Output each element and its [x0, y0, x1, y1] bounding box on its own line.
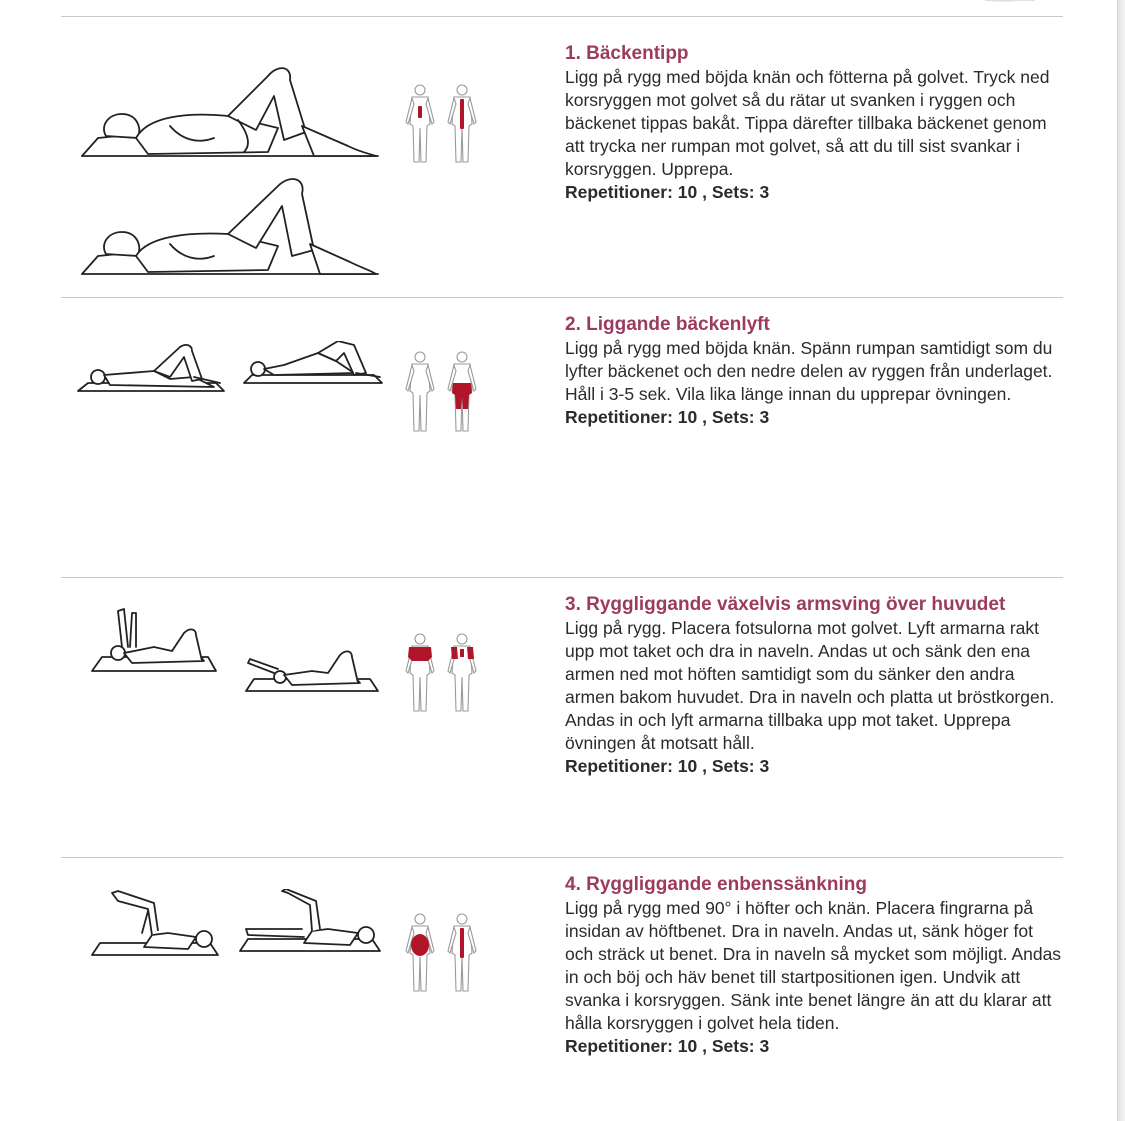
- divider-3: [61, 857, 1063, 858]
- exercise-title: 1. Bäckentipp: [565, 43, 689, 64]
- exercise-3-muscle-map: [400, 633, 485, 713]
- body-back-icon: [448, 634, 476, 711]
- exercise-2-muscle-map: [400, 351, 485, 433]
- exercise-3-illustration: [88, 607, 382, 699]
- exercise-reps: Repetitioner: 10 , Sets: 3: [565, 1036, 770, 1056]
- person-lying-knees-bent-icon: [82, 68, 378, 274]
- exercise-4-muscle-map: [400, 913, 485, 993]
- person-leg-lowering-icon: [92, 889, 380, 955]
- exercise-title: 4. Ryggliggande enbenssänkning: [565, 874, 867, 895]
- divider-2: [61, 577, 1063, 578]
- body-front-icon: [406, 85, 434, 162]
- divider-1: [61, 297, 1063, 298]
- exercise-description: Ligg på rygg med böjda knän och fötterna på golvet. Tryck ned korsryggen mot golvet så du rätar ut svanken i ryggen och bäckenet tippas bakåt. Tippa därefter tillbaka bäckenet genom att trycka ner rumpan mot golvet, så att du till sist svankar i korsryggen. Upprepa.: [565, 67, 1050, 179]
- exercise-1-illustration: [78, 56, 383, 281]
- top-corner-mark: [985, 0, 1035, 3]
- person-pelvic-lift-icon: [78, 341, 382, 391]
- exercise-title: 2. Liggande bäckenlyft: [565, 314, 770, 335]
- exercise-description: Ligg på rygg. Placera fotsulorna mot golvet. Lyft armarna rakt upp mot taket och dra in naveln. Andas ut och sänk den ena armen ned mot höften samtidigt som du sänker den andra armen bakom huvudet. Dra in naveln och platta ut bröstkorgen. Andas in och lyft armarna tillbaka upp mot taket. Upprepa övningen åt motsatt håll.: [565, 618, 1055, 753]
- person-arm-swing-icon: [92, 609, 378, 691]
- exercise-2-illustration: [74, 341, 386, 413]
- body-front-icon: [406, 914, 434, 991]
- exercise-4-illustration: [88, 889, 384, 961]
- exercise-description: Ligg på rygg med 90° i höfter och knän. Placera fingrarna på insidan av höftbenet. Dra in naveln. Andas ut, sänk höger fot och sträck ut benet. Dra in naveln så mycket som möjligt. Andas in och böj och häv benet till startpositionen igen. Undvik att svanka i korsryggen. Sänk inte benet längre än att du klarar att hålla korsryggen i golvet hela tiden.: [565, 898, 1062, 1033]
- body-back-icon: [448, 352, 476, 431]
- exercise-1-muscle-map: [400, 84, 485, 164]
- body-front-icon: [406, 352, 434, 431]
- divider-top: [61, 16, 1063, 17]
- body-back-icon: [448, 914, 476, 991]
- exercise-reps: Repetitioner: 10 , Sets: 3: [565, 756, 770, 776]
- page-edge-shadow: [1118, 0, 1125, 1121]
- exercise-description: Ligg på rygg med böjda knän. Spänn rumpan samtidigt som du lyfter bäckenet och den nedre delen av ryggen från underlaget. Håll i 3-5 sek. Vila lika länge innan du upprepar övningen.: [565, 338, 1053, 404]
- body-front-icon: [406, 634, 434, 711]
- exercise-reps: Repetitioner: 10 , Sets: 3: [565, 407, 770, 427]
- exercise-reps: Repetitioner: 10 , Sets: 3: [565, 182, 770, 202]
- exercise-title: 3. Ryggliggande växelvis armsving över huvudet: [565, 594, 1006, 615]
- body-back-icon: [448, 85, 476, 162]
